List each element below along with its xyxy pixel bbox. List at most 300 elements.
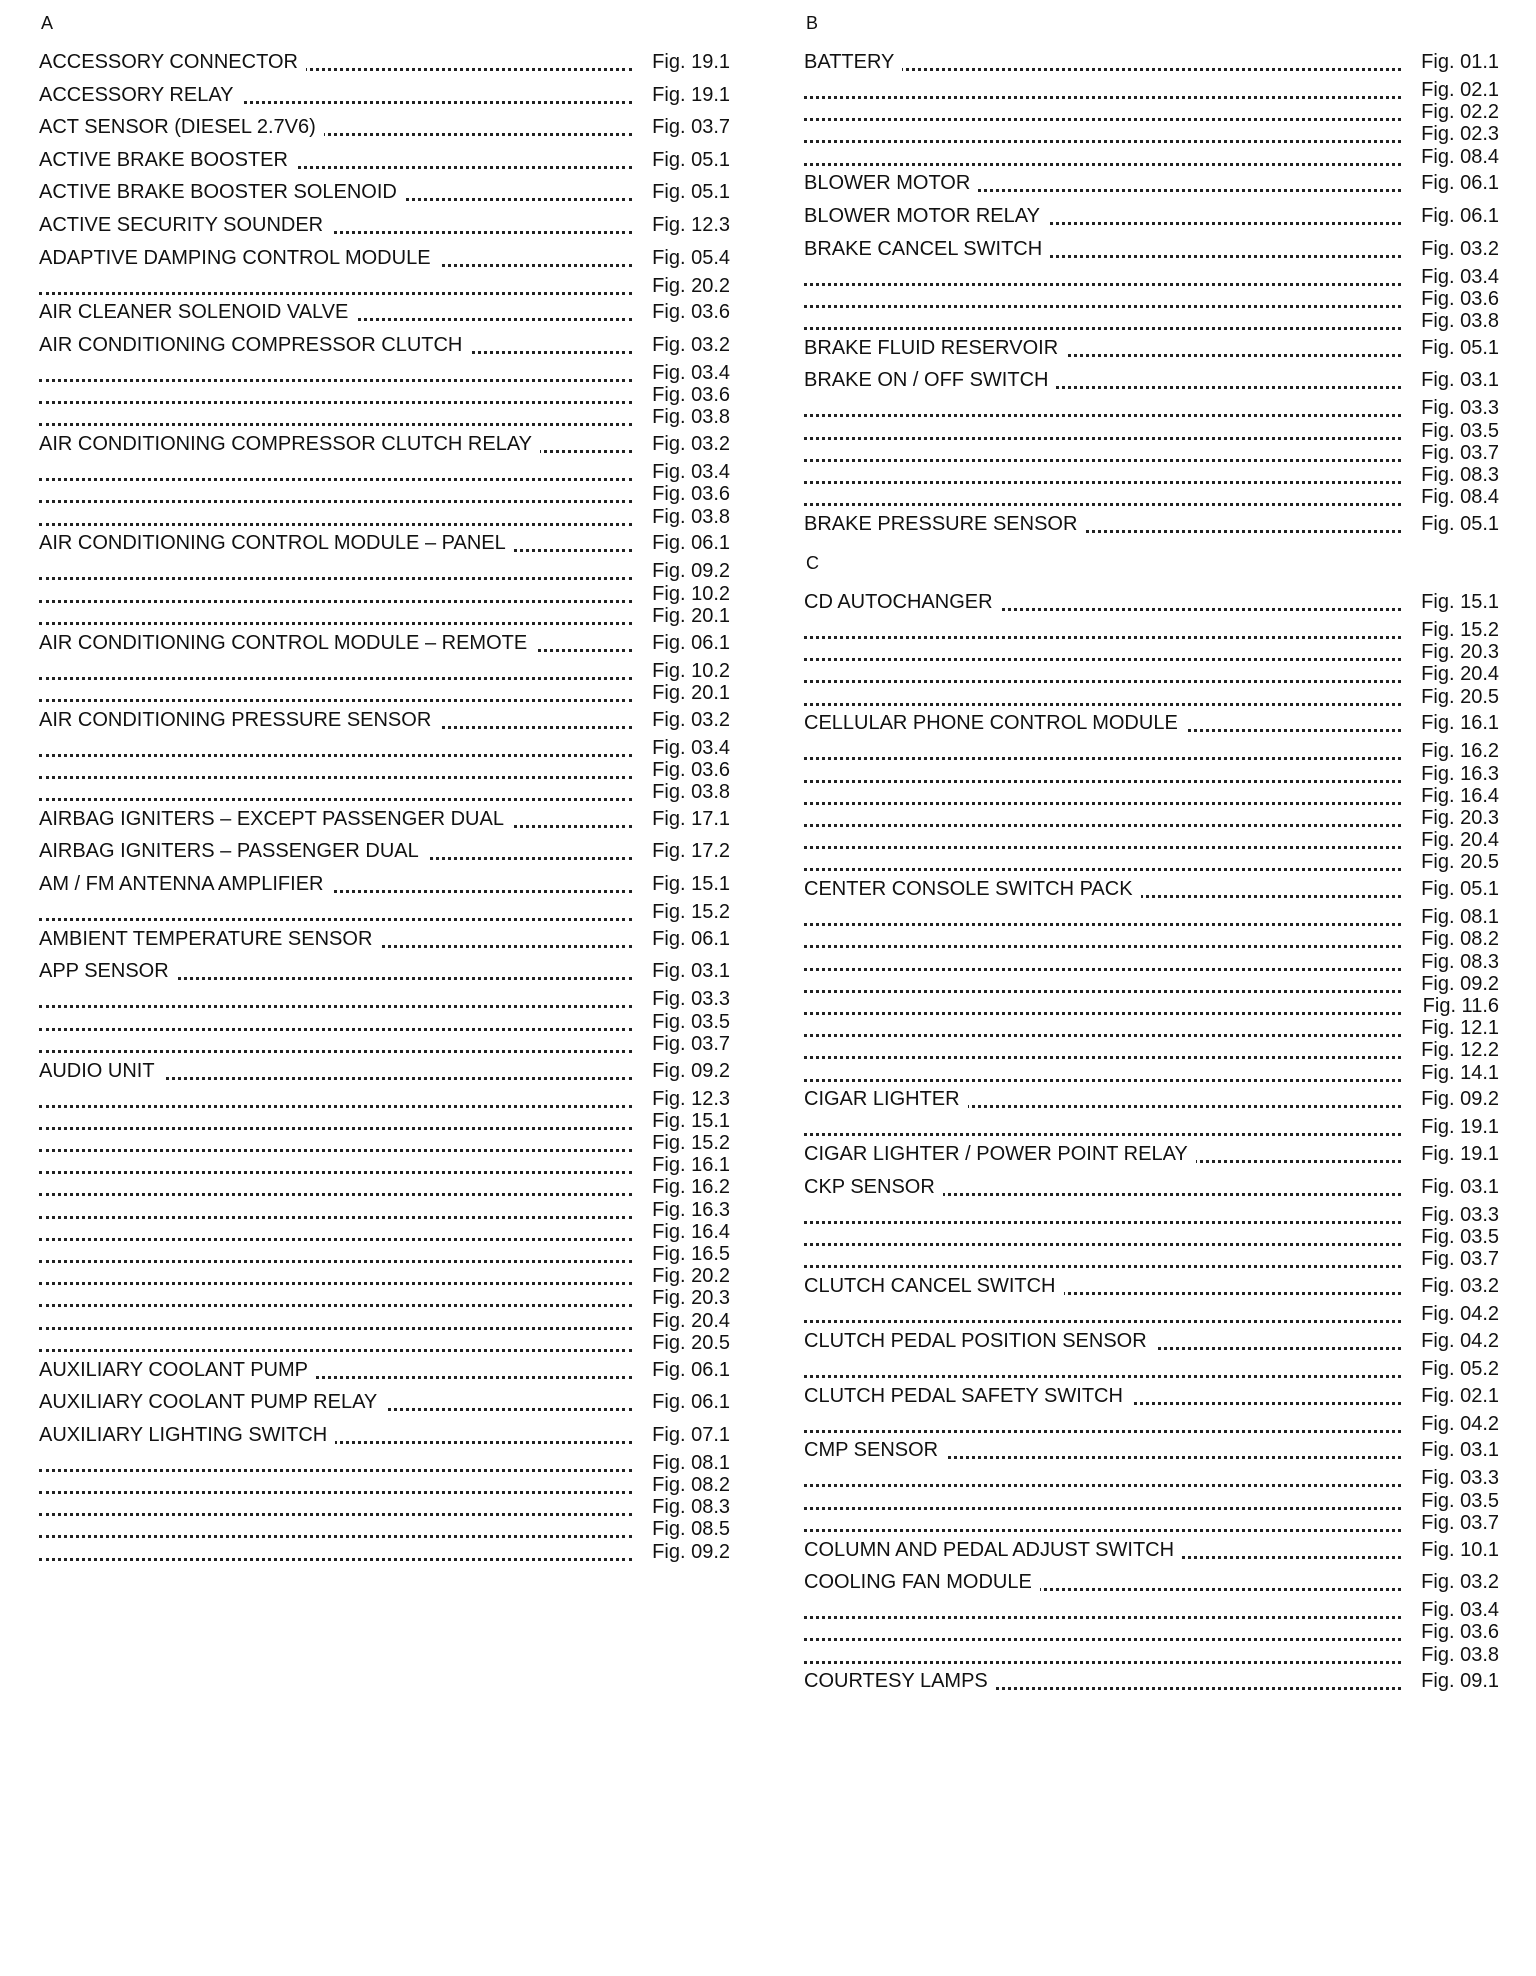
figure-reference: Fig. 16.2 bbox=[1421, 740, 1499, 763]
figure-reference: Fig. 03.5 bbox=[652, 1010, 730, 1033]
entry-name: ACTIVE SECURITY SOUNDER bbox=[39, 211, 331, 239]
entry-name: CIGAR LIGHTER bbox=[804, 1085, 968, 1113]
dot-leader bbox=[39, 1050, 632, 1053]
index-entry bbox=[804, 1536, 1499, 1564]
dot-leader bbox=[39, 622, 632, 625]
index-entry bbox=[39, 331, 730, 359]
dot-leader bbox=[804, 1616, 1401, 1619]
entry-name: BRAKE CANCEL SWITCH bbox=[804, 235, 1050, 263]
figure-reference: Fig. 03.7 bbox=[652, 1032, 730, 1055]
index-entry bbox=[39, 629, 730, 657]
index-entry bbox=[39, 706, 730, 734]
figure-reference: Fig. 03.2 bbox=[652, 708, 730, 731]
figure-reference: Fig. 20.1 bbox=[652, 604, 730, 627]
entry-name: BRAKE FLUID RESERVOIR bbox=[804, 334, 1066, 362]
index-entry-continuation bbox=[39, 1329, 730, 1357]
index-entry bbox=[39, 178, 730, 206]
figure-reference: Fig. 10.2 bbox=[652, 582, 730, 605]
index-entry-continuation bbox=[804, 848, 1499, 876]
dot-leader bbox=[39, 699, 632, 702]
entry-name: CELLULAR PHONE CONTROL MODULE bbox=[804, 709, 1186, 737]
figure-reference: Fig. 03.4 bbox=[652, 736, 730, 759]
figure-reference: Fig. 08.1 bbox=[652, 1451, 730, 1474]
dot-leader bbox=[804, 846, 1401, 849]
dot-leader bbox=[804, 1265, 1401, 1268]
figure-reference: Fig. 20.5 bbox=[652, 1331, 730, 1354]
figure-reference: Fig. 03.2 bbox=[1421, 237, 1499, 260]
dot-leader bbox=[39, 401, 632, 404]
entry-name: ACTIVE BRAKE BOOSTER bbox=[39, 146, 296, 174]
index-entry bbox=[804, 1140, 1499, 1168]
dot-leader bbox=[804, 658, 1401, 661]
dot-leader bbox=[804, 757, 1401, 760]
figure-reference: Fig. 09.2 bbox=[652, 1540, 730, 1563]
dot-leader bbox=[39, 1513, 632, 1516]
dot-leader bbox=[39, 1469, 632, 1472]
dot-leader bbox=[804, 1430, 1401, 1433]
index-entry bbox=[804, 1272, 1499, 1300]
index-entry bbox=[804, 588, 1499, 616]
dot-leader bbox=[39, 754, 632, 757]
index-entry bbox=[804, 235, 1499, 263]
dot-leader bbox=[39, 1558, 632, 1561]
dot-leader bbox=[804, 481, 1401, 484]
dot-leader bbox=[39, 577, 632, 580]
index-entry bbox=[39, 146, 730, 174]
index-entry bbox=[804, 202, 1499, 230]
figure-reference: Fig. 20.5 bbox=[1421, 851, 1499, 874]
dot-leader bbox=[804, 503, 1401, 506]
index-entry-continuation bbox=[804, 1509, 1499, 1537]
figure-reference: Fig. 08.4 bbox=[1421, 486, 1499, 509]
figure-reference: Fig. 12.1 bbox=[1421, 1017, 1499, 1040]
figure-reference: Fig. 06.1 bbox=[652, 927, 730, 950]
figure-reference: Fig. 02.1 bbox=[1421, 1384, 1499, 1407]
dot-leader bbox=[804, 1484, 1401, 1487]
index-entry bbox=[39, 529, 730, 557]
figure-reference: Fig. 15.1 bbox=[1421, 591, 1499, 613]
figure-reference: Fig. 08.3 bbox=[652, 1496, 730, 1519]
index-entry bbox=[804, 1382, 1499, 1410]
index-entry bbox=[804, 1568, 1499, 1596]
index-entry-continuation bbox=[39, 503, 730, 531]
index-entry-continuation bbox=[804, 1245, 1499, 1273]
dot-leader bbox=[39, 776, 632, 779]
figure-reference: Fig. 06.1 bbox=[652, 532, 730, 555]
figure-reference: Fig. 05.1 bbox=[652, 181, 730, 204]
figure-reference: Fig. 15.2 bbox=[652, 1132, 730, 1154]
figure-reference: Fig. 06.1 bbox=[652, 1358, 730, 1381]
figure-reference: Fig. 08.1 bbox=[1421, 906, 1499, 929]
index-entry-continuation bbox=[39, 602, 730, 630]
figure-reference: Fig. 12.3 bbox=[652, 214, 730, 236]
index-entry-continuation bbox=[39, 898, 730, 926]
figure-reference: Fig. 20.4 bbox=[652, 1309, 730, 1332]
figure-reference: Fig. 16.2 bbox=[652, 1176, 730, 1199]
figure-reference: Fig. 03.8 bbox=[652, 505, 730, 528]
figure-reference: Fig. 03.8 bbox=[652, 406, 730, 429]
dot-leader bbox=[804, 1079, 1401, 1082]
index-entry bbox=[39, 298, 730, 326]
figure-reference: Fig. 16.3 bbox=[652, 1198, 730, 1221]
dot-leader bbox=[804, 163, 1401, 166]
figure-reference: Fig. 03.1 bbox=[1421, 1439, 1499, 1462]
index-entry bbox=[39, 211, 730, 239]
dot-leader bbox=[804, 1034, 1401, 1037]
figure-reference: Fig. 16.4 bbox=[1421, 784, 1499, 807]
figure-reference: Fig. 12.2 bbox=[1421, 1039, 1499, 1062]
dot-leader bbox=[39, 1193, 632, 1196]
figure-reference: Fig. 03.7 bbox=[652, 116, 730, 139]
index-entry bbox=[39, 113, 730, 141]
figure-reference: Fig. 02.2 bbox=[1421, 101, 1499, 124]
index-entry-continuation bbox=[39, 403, 730, 431]
index-entry-continuation bbox=[39, 272, 730, 300]
dot-leader bbox=[39, 1028, 632, 1031]
figure-reference: Fig. 20.3 bbox=[1421, 641, 1499, 664]
figure-reference: Fig. 03.5 bbox=[1421, 1226, 1499, 1248]
entry-name: CLUTCH PEDAL POSITION SENSOR bbox=[804, 1327, 1155, 1355]
entry-name: COLUMN AND PEDAL ADJUST SWITCH bbox=[804, 1536, 1182, 1564]
figure-reference: Fig. 04.2 bbox=[1421, 1303, 1499, 1325]
dot-leader bbox=[804, 414, 1401, 417]
figure-reference: Fig. 20.3 bbox=[652, 1287, 730, 1310]
index-entry-continuation bbox=[804, 1355, 1499, 1383]
index-entry bbox=[39, 430, 730, 458]
entry-name: CKP SENSOR bbox=[804, 1173, 943, 1201]
figure-reference: Fig. 03.6 bbox=[652, 483, 730, 506]
index-entry bbox=[39, 1388, 730, 1416]
figure-reference: Fig. 04.2 bbox=[1421, 1329, 1499, 1352]
figure-reference: Fig. 01.1 bbox=[1421, 51, 1499, 73]
figure-reference: Fig. 14.1 bbox=[1421, 1061, 1499, 1084]
section-letter-heading: A bbox=[41, 13, 54, 33]
entry-name: AIRBAG IGNITERS – EXCEPT PASSENGER DUAL bbox=[39, 805, 512, 833]
figure-reference: Fig. 19.1 bbox=[652, 83, 730, 106]
section-letter-heading: B bbox=[806, 13, 819, 33]
entry-name: CLUTCH CANCEL SWITCH bbox=[804, 1272, 1064, 1300]
index-entry bbox=[39, 48, 730, 76]
figure-reference: Fig. 03.2 bbox=[1421, 1275, 1499, 1297]
figure-reference: Fig. 05.1 bbox=[652, 148, 730, 171]
dot-leader bbox=[39, 1005, 632, 1008]
dot-leader bbox=[804, 1375, 1401, 1378]
figure-reference: Fig. 08.2 bbox=[1421, 928, 1499, 951]
index-entry bbox=[804, 334, 1499, 362]
dot-leader bbox=[804, 1638, 1401, 1641]
dot-leader bbox=[39, 798, 632, 801]
entry-name: ACCESSORY CONNECTOR bbox=[39, 48, 306, 76]
figure-reference: Fig. 07.1 bbox=[652, 1423, 730, 1446]
figure-reference: Fig. 03.4 bbox=[652, 461, 730, 484]
figure-reference: Fig. 20.3 bbox=[1421, 807, 1499, 829]
index-entry bbox=[804, 366, 1499, 394]
dot-leader bbox=[39, 1349, 632, 1352]
index-entry bbox=[39, 244, 730, 272]
index-entry bbox=[804, 709, 1499, 737]
dot-leader bbox=[804, 1320, 1401, 1323]
dot-leader bbox=[39, 523, 632, 526]
figure-reference: Fig. 03.4 bbox=[652, 362, 730, 384]
index-entry bbox=[804, 510, 1499, 538]
dot-leader bbox=[39, 1304, 632, 1307]
figure-reference: Fig. 09.2 bbox=[652, 560, 730, 583]
dot-leader bbox=[804, 945, 1401, 948]
dot-leader bbox=[39, 1260, 632, 1263]
figure-reference: Fig. 03.6 bbox=[652, 384, 730, 407]
entry-name: BATTERY bbox=[804, 48, 902, 76]
entry-name: AUXILIARY LIGHTING SWITCH bbox=[39, 1421, 335, 1449]
figure-reference: Fig. 03.7 bbox=[1421, 441, 1499, 464]
figure-reference: Fig. 03.2 bbox=[652, 433, 730, 456]
dot-leader bbox=[39, 600, 632, 603]
entry-name: ADAPTIVE DAMPING CONTROL MODULE bbox=[39, 244, 439, 272]
dot-leader bbox=[804, 1243, 1401, 1246]
figure-reference: Fig. 03.6 bbox=[1421, 1621, 1499, 1644]
index-entry bbox=[39, 81, 730, 109]
figure-reference: Fig. 10.2 bbox=[652, 659, 730, 682]
index-entry-continuation bbox=[39, 778, 730, 806]
figure-reference: Fig. 04.2 bbox=[1421, 1412, 1499, 1435]
index-entry bbox=[804, 1436, 1499, 1464]
dot-leader bbox=[39, 500, 632, 503]
figure-reference: Fig. 03.6 bbox=[1421, 287, 1499, 310]
figure-reference: Fig. 08.4 bbox=[1421, 145, 1499, 168]
figure-reference: Fig. 03.3 bbox=[1421, 1467, 1499, 1490]
dot-leader bbox=[39, 1491, 632, 1494]
dot-leader bbox=[39, 1282, 632, 1285]
index-entry bbox=[39, 837, 730, 865]
figure-reference: Fig. 03.6 bbox=[652, 758, 730, 781]
figure-reference: Fig. 03.3 bbox=[1421, 397, 1499, 420]
index-entry bbox=[39, 1057, 730, 1085]
figure-reference: Fig. 02.1 bbox=[1421, 79, 1499, 101]
figure-reference: Fig. 06.1 bbox=[1421, 205, 1499, 227]
index-entry bbox=[39, 870, 730, 898]
figure-reference: Fig. 10.1 bbox=[1421, 1538, 1499, 1561]
dot-leader bbox=[39, 1238, 632, 1241]
entry-name: CLUTCH PEDAL SAFETY SWITCH bbox=[804, 1382, 1131, 1410]
index-entry bbox=[39, 925, 730, 953]
dot-leader bbox=[804, 703, 1401, 706]
figure-reference: Fig. 15.2 bbox=[652, 901, 730, 923]
dot-leader bbox=[39, 1216, 632, 1219]
entry-name: BRAKE ON / OFF SWITCH bbox=[804, 366, 1056, 394]
figure-reference: Fig. 20.4 bbox=[1421, 829, 1499, 852]
dot-leader bbox=[804, 1012, 1401, 1015]
figure-reference: Fig. 19.1 bbox=[1421, 1143, 1499, 1166]
dot-leader bbox=[804, 990, 1401, 993]
entry-name: AIR CLEANER SOLENOID VALVE bbox=[39, 298, 356, 326]
index-entry-continuation bbox=[804, 307, 1499, 335]
entry-name: AMBIENT TEMPERATURE SENSOR bbox=[39, 925, 380, 953]
index-entry-continuation bbox=[39, 679, 730, 707]
dot-leader bbox=[804, 283, 1401, 286]
index-entry bbox=[39, 1356, 730, 1384]
dot-leader bbox=[804, 1661, 1401, 1664]
figure-reference: Fig. 08.3 bbox=[1421, 950, 1499, 973]
figure-reference: Fig. 06.1 bbox=[652, 1391, 730, 1414]
figure-reference: Fig. 20.4 bbox=[1421, 663, 1499, 686]
figure-reference: Fig. 17.1 bbox=[652, 807, 730, 830]
figure-reference: Fig. 03.2 bbox=[652, 334, 730, 356]
index-entry bbox=[804, 1667, 1499, 1695]
figure-reference: Fig. 20.1 bbox=[652, 681, 730, 704]
dot-leader bbox=[804, 868, 1401, 871]
dot-leader bbox=[804, 1507, 1401, 1510]
dot-leader bbox=[804, 118, 1401, 121]
dot-leader bbox=[39, 292, 632, 295]
index-entry bbox=[804, 1085, 1499, 1113]
figure-reference: Fig. 03.4 bbox=[1421, 1599, 1499, 1622]
figure-reference: Fig. 08.5 bbox=[652, 1518, 730, 1541]
dot-leader bbox=[804, 96, 1401, 99]
dot-leader bbox=[804, 636, 1401, 639]
dot-leader bbox=[39, 379, 632, 382]
figure-reference: Fig. 15.1 bbox=[652, 1109, 730, 1132]
figure-reference: Fig. 20.2 bbox=[652, 1265, 730, 1288]
figure-reference: Fig. 05.2 bbox=[1421, 1357, 1499, 1380]
figure-reference: Fig. 03.4 bbox=[1421, 265, 1499, 288]
entry-name: ACT SENSOR (DIESEL 2.7V6) bbox=[39, 113, 324, 141]
entry-name: COURTESY LAMPS bbox=[804, 1667, 996, 1695]
entry-name: APP SENSOR bbox=[39, 957, 177, 985]
figure-reference: Fig. 15.1 bbox=[652, 873, 730, 895]
figure-reference: Fig. 03.1 bbox=[1421, 369, 1499, 392]
index-entry bbox=[39, 805, 730, 833]
dot-leader bbox=[804, 305, 1401, 308]
entry-name: AUDIO UNIT bbox=[39, 1057, 163, 1085]
dot-leader bbox=[804, 140, 1401, 143]
dot-leader bbox=[804, 1529, 1401, 1532]
entry-name: CIGAR LIGHTER / POWER POINT RELAY bbox=[804, 1140, 1196, 1168]
entry-name: CMP SENSOR bbox=[804, 1436, 946, 1464]
dot-leader bbox=[39, 1535, 632, 1538]
figure-reference: Fig. 03.7 bbox=[1421, 1248, 1499, 1271]
figure-reference: Fig. 19.1 bbox=[652, 51, 730, 73]
entry-name: AIR CONDITIONING PRESSURE SENSOR bbox=[39, 706, 439, 734]
entry-name: BLOWER MOTOR RELAY bbox=[804, 202, 1048, 230]
figure-reference: Fig. 03.7 bbox=[1421, 1511, 1499, 1534]
dot-leader bbox=[39, 478, 632, 481]
index-entry-continuation bbox=[804, 483, 1499, 511]
figure-reference: Fig. 20.2 bbox=[652, 274, 730, 297]
dot-leader bbox=[39, 1327, 632, 1330]
figure-reference: Fig. 03.3 bbox=[652, 988, 730, 1011]
figure-reference: Fig. 08.3 bbox=[1421, 464, 1499, 486]
dot-leader bbox=[804, 680, 1401, 683]
entry-name: CENTER CONSOLE SWITCH PACK bbox=[804, 875, 1141, 903]
dot-leader bbox=[804, 802, 1401, 805]
figure-reference: Fig. 02.3 bbox=[1421, 123, 1499, 146]
figure-reference: Fig. 09.2 bbox=[1421, 972, 1499, 995]
index-entry-continuation bbox=[804, 683, 1499, 711]
dot-leader bbox=[39, 1149, 632, 1152]
figure-reference: Fig. 03.1 bbox=[1421, 1175, 1499, 1198]
figure-reference: Fig. 16.1 bbox=[652, 1154, 730, 1177]
dot-leader bbox=[804, 1056, 1401, 1059]
figure-reference: Fig. 19.1 bbox=[1421, 1116, 1499, 1139]
figure-reference: Fig. 03.8 bbox=[1421, 310, 1499, 332]
figure-reference: Fig. 17.2 bbox=[652, 840, 730, 863]
index-entry-continuation bbox=[39, 1030, 730, 1058]
entry-name: AIR CONDITIONING CONTROL MODULE – PANEL bbox=[39, 529, 514, 557]
index-entry bbox=[804, 48, 1499, 76]
dot-leader bbox=[39, 1171, 632, 1174]
figure-reference: Fig. 05.1 bbox=[1421, 878, 1499, 901]
figure-reference: Fig. 03.6 bbox=[652, 301, 730, 324]
figure-reference: Fig. 09.2 bbox=[1421, 1088, 1499, 1111]
figure-reference: Fig. 20.5 bbox=[1421, 685, 1499, 708]
figure-reference: Fig. 09.1 bbox=[1421, 1670, 1499, 1693]
dot-leader bbox=[39, 918, 632, 921]
dot-leader bbox=[804, 437, 1401, 440]
figure-reference: Fig. 03.8 bbox=[1421, 1643, 1499, 1666]
index-entry bbox=[39, 957, 730, 985]
index-entry bbox=[804, 1173, 1499, 1201]
index-entry bbox=[804, 1327, 1499, 1355]
figure-reference: Fig. 03.1 bbox=[652, 960, 730, 983]
entry-name: COOLING FAN MODULE bbox=[804, 1568, 1040, 1596]
dot-leader bbox=[39, 1105, 632, 1108]
dot-leader bbox=[804, 1221, 1401, 1224]
dot-leader bbox=[804, 824, 1401, 827]
figure-reference: Fig. 05.1 bbox=[1421, 513, 1499, 535]
index-entry-continuation bbox=[804, 1410, 1499, 1438]
entry-name: AIR CONDITIONING COMPRESSOR CLUTCH bbox=[39, 331, 470, 359]
dot-leader bbox=[39, 423, 632, 426]
figure-reference: Fig. 16.1 bbox=[1421, 712, 1499, 735]
entry-name: AUXILIARY COOLANT PUMP bbox=[39, 1356, 316, 1384]
index-entry bbox=[804, 875, 1499, 903]
dot-leader bbox=[804, 923, 1401, 926]
figure-reference: Fig. 16.4 bbox=[652, 1220, 730, 1243]
index-entry-continuation bbox=[39, 1538, 730, 1566]
dot-leader bbox=[804, 780, 1401, 783]
entry-name: BLOWER MOTOR bbox=[804, 169, 978, 197]
figure-reference: Fig. 15.2 bbox=[1421, 619, 1499, 641]
dot-leader bbox=[804, 968, 1401, 971]
figure-reference: Fig. 03.8 bbox=[652, 781, 730, 803]
entry-name: ACCESSORY RELAY bbox=[39, 81, 242, 109]
dot-leader bbox=[804, 327, 1401, 330]
figure-reference: Fig. 05.1 bbox=[1421, 336, 1499, 359]
index-entry-continuation bbox=[804, 1113, 1499, 1141]
index-entry bbox=[39, 1421, 730, 1449]
dot-leader bbox=[804, 459, 1401, 462]
entry-name: CD AUTOCHANGER bbox=[804, 588, 1001, 616]
figure-reference: Fig. 03.5 bbox=[1421, 1489, 1499, 1512]
index-entry bbox=[804, 169, 1499, 197]
section-letter-heading: C bbox=[806, 553, 819, 573]
entry-name: AIRBAG IGNITERS – PASSENGER DUAL bbox=[39, 837, 427, 865]
entry-name: ACTIVE BRAKE BOOSTER SOLENOID bbox=[39, 178, 405, 206]
index-entry-continuation bbox=[804, 143, 1499, 171]
figure-reference: Fig. 11.6 bbox=[1422, 995, 1499, 1017]
figure-reference: Fig. 09.2 bbox=[652, 1059, 730, 1082]
index-entry-continuation bbox=[804, 1641, 1499, 1669]
entry-name: AIR CONDITIONING COMPRESSOR CLUTCH RELAY bbox=[39, 430, 540, 458]
entry-name: AUXILIARY COOLANT PUMP RELAY bbox=[39, 1388, 385, 1416]
figure-reference: Fig. 12.3 bbox=[652, 1087, 730, 1110]
entry-name: BRAKE PRESSURE SENSOR bbox=[804, 510, 1085, 538]
figure-reference: Fig. 03.2 bbox=[1421, 1571, 1499, 1594]
dot-leader bbox=[39, 1127, 632, 1130]
index-entry-continuation bbox=[804, 1300, 1499, 1328]
dot-leader bbox=[39, 677, 632, 680]
index-entry-continuation bbox=[804, 1059, 1499, 1087]
dot-leader bbox=[804, 1133, 1401, 1136]
